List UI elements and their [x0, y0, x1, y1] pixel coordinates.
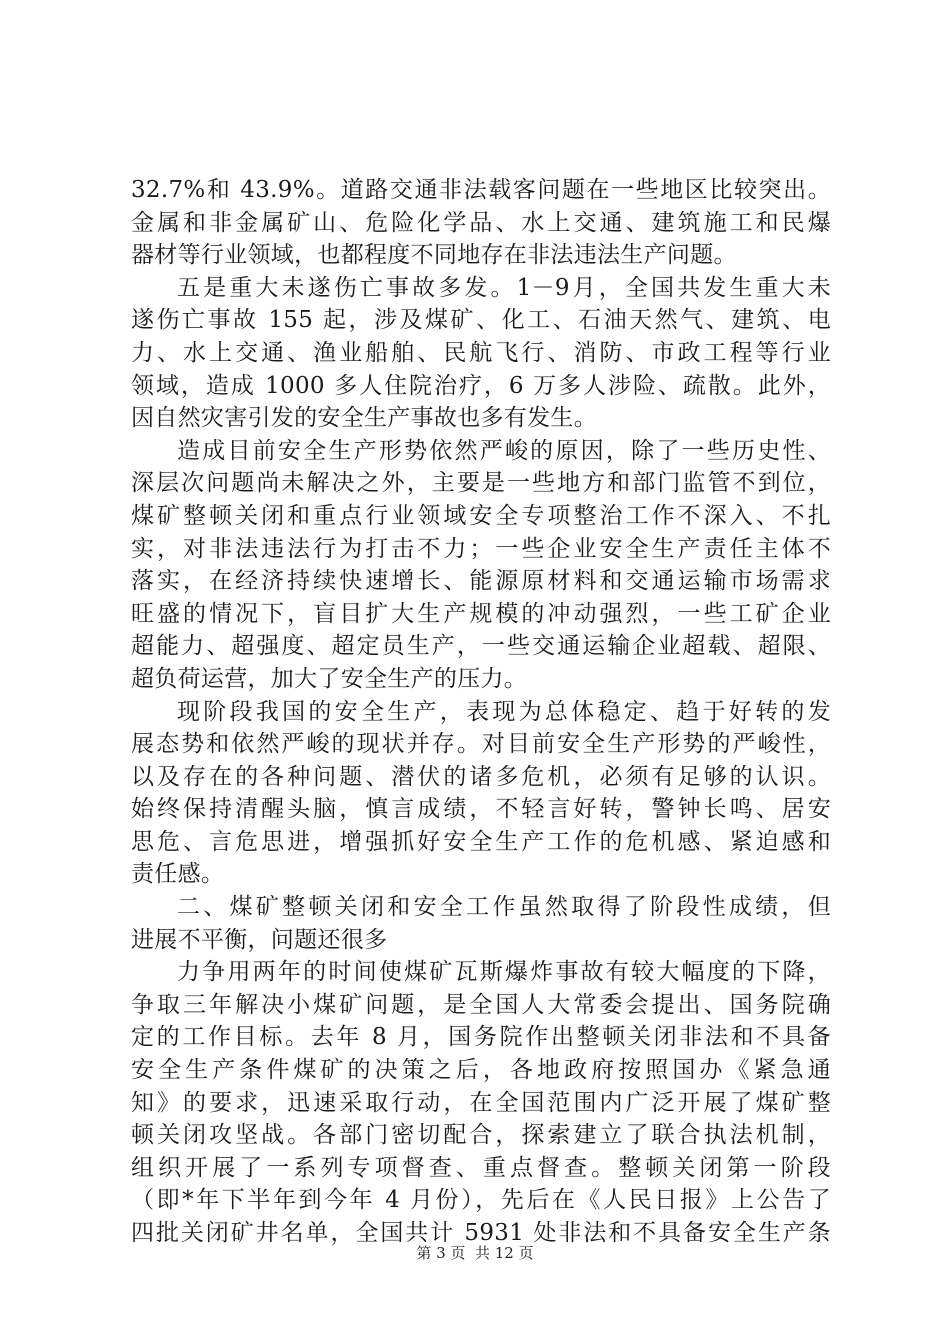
text-line: 责任感。: [131, 861, 225, 888]
text-line: 金属和非金属矿山、危险化学品、水上交通、建筑施工和民爆: [131, 209, 831, 236]
text-line: 32.7%和 43.9%。道路交通非法载客问题在一些地区比较突出。: [131, 177, 831, 203]
page-footer: [0, 1243, 950, 1263]
text-line: 超负荷运营，加大了安全生产的压力。: [131, 665, 528, 692]
text-line: 知》的要求，迅速采取行动，在全国范围内广泛开展了煤矿整: [131, 1089, 831, 1116]
text-line: 争取三年解决小煤矿问题，是全国人大常委会提出、国务院确: [131, 991, 831, 1018]
text-line: 四批关闭矿井名单，全国共计 5931 处非法和不具备安全生产条: [131, 1220, 831, 1246]
text-line: 现阶段我国的安全生产，表现为总体稳定、趋于好转的发: [177, 698, 831, 725]
page-number: 第 3 页 共 12 页: [416, 1244, 534, 1262]
text-line: 领域，造成 1000 多人住院治疗，6 万多人涉险、疏散。此外，: [131, 372, 831, 399]
text-line: 力争用两年的时间使煤矿瓦斯爆炸事故有较大幅度的下降，: [177, 959, 831, 986]
text-line: 超能力、超强度、超定员生产，一些交通运输企业超载、超限、: [131, 633, 831, 660]
text-line: 组织开展了一系列专项督查、重点督查。整顿关闭第一阶段: [131, 1154, 831, 1181]
text-line: 二、煤矿整顿关闭和安全工作虽然取得了阶段性成绩，但: [177, 894, 831, 921]
text-line: 顿关闭攻坚战。各部门密切配合，探索建立了联合执法机制，: [131, 1122, 831, 1149]
text-line: 造成目前安全生产形势依然严峻的原因，除了一些历史性、: [177, 437, 831, 464]
text-line: 以及存在的各种问题、潜伏的诸多危机，必须有足够的认识。: [131, 763, 831, 790]
text-line: 因自然灾害引发的安全生产事故也多有发生。: [131, 405, 597, 432]
text-line: 力、水上交通、渔业船舶、民航飞行、消防、市政工程等行业: [131, 339, 831, 366]
text-line: 始终保持清醒头脑，慎言成绩，不轻言好转，警钟长鸣、居安: [131, 796, 831, 823]
text-line: 器材等行业领域，也都程度不同地存在非法违法生产问题。: [131, 242, 737, 269]
text-line: 安全生产条件煤矿的决策之后，各地政府按照国办《紧急通: [131, 1057, 831, 1084]
text-line: 深层次问题尚未解决之外，主要是一些地方和部门监管不到位，: [131, 470, 831, 497]
text-line: 思危、言危思进，增强抓好安全生产工作的危机感、紧迫感和: [131, 828, 831, 855]
text-line: （即*年下半年到今年 4 月份），先后在《人民日报》上公告了: [131, 1187, 831, 1214]
text-line: 煤矿整顿关闭和重点行业领域安全专项整治工作不深入、不扎: [131, 502, 831, 529]
text-line: 实，对非法违法行为打击不力；一些企业安全生产责任主体不: [131, 535, 831, 562]
text-line: 旺盛的情况下，盲目扩大生产规模的冲动强烈，一些工矿企业: [131, 600, 831, 627]
text-line: 落实，在经济持续快速增长、能源原材料和交通运输市场需求: [131, 568, 831, 595]
text-line: 展态势和依然严峻的现状并存。对目前安全生产形势的严峻性，: [131, 731, 831, 758]
document-body: [131, 174, 831, 1250]
text-line: 五是重大未遂伤亡事故多发。1－9月，全国共发生重大未: [177, 274, 831, 301]
text-line: 定的工作目标。去年 8 月，国务院作出整顿关闭非法和不具备: [131, 1024, 831, 1051]
text-line: 进展不平衡，问题还很多: [131, 926, 388, 953]
text-line: 遂伤亡事故 155 起，涉及煤矿、化工、石油天然气、建筑、电: [131, 307, 831, 334]
